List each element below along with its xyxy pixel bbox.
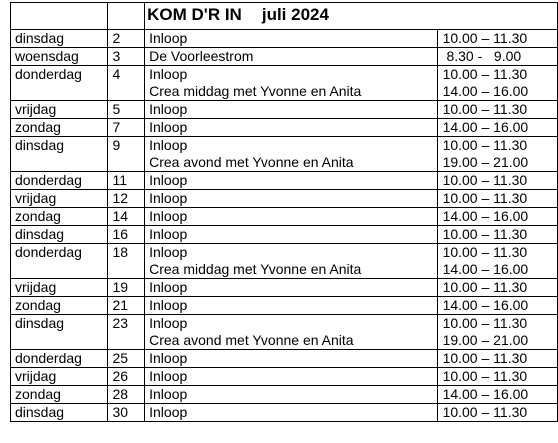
time-cell	[437, 172, 557, 190]
time-cell	[437, 48, 557, 66]
activity-text: Inloop	[149, 119, 188, 135]
schedule-row	[11, 101, 558, 119]
activity-cell	[145, 172, 437, 190]
time-text: 14.00 – 16.00	[442, 119, 529, 135]
activity-text: Inloop	[149, 66, 188, 82]
date-cell: 21	[108, 297, 145, 315]
date-cell: 28	[108, 386, 145, 404]
activity-text: Inloop	[149, 368, 188, 384]
date-cell: 7	[108, 119, 145, 137]
time-text: 14.00 – 16.00	[442, 386, 529, 402]
activity-text: Crea middag met Yvonne en Anita	[149, 261, 362, 277]
schedule-row	[11, 404, 558, 422]
schedule-row	[11, 30, 558, 48]
activity-cell	[145, 404, 437, 422]
schedule-row	[11, 386, 558, 404]
date-cell: 9	[108, 137, 145, 172]
activity-text: Inloop	[149, 404, 188, 420]
activity-cell	[145, 386, 437, 404]
time-text: 10.00 – 11.30	[442, 190, 528, 206]
time-text: 10.00 – 11.30	[442, 101, 528, 117]
time-text: 10.00 – 11.30	[442, 226, 528, 242]
date-cell: 5	[108, 101, 145, 119]
day-cell: zondag	[11, 119, 108, 137]
time-cell	[437, 315, 557, 350]
day-cell: vrijdag	[11, 368, 108, 386]
schedule-row	[11, 350, 558, 368]
activity-cell	[145, 297, 437, 315]
schedule-row	[11, 208, 558, 226]
time-text: 10.00 – 11.30	[442, 172, 528, 188]
activity-cell	[145, 350, 437, 368]
time-text: 10.00 – 11.30	[442, 137, 528, 153]
day-cell: zondag	[11, 386, 108, 404]
day-cell: dinsdag	[11, 137, 108, 172]
date-cell: 25	[108, 350, 145, 368]
time-cell	[437, 404, 557, 422]
date-cell: 16	[108, 226, 145, 244]
schedule-row	[11, 226, 558, 244]
time-text: 10.00 – 11.30	[442, 315, 528, 331]
time-cell	[437, 101, 557, 119]
day-cell: dinsdag	[11, 226, 108, 244]
day-cell: donderdag	[11, 244, 108, 279]
activity-text: Crea avond met Yvonne en Anita	[149, 332, 354, 348]
time-text: 10.00 – 11.30	[442, 279, 528, 295]
activity-text: Inloop	[149, 208, 188, 224]
activity-cell	[145, 208, 437, 226]
title-text: KOM D'R IN	[147, 5, 242, 24]
activity-text: Inloop	[149, 315, 188, 331]
time-cell	[437, 208, 557, 226]
schedule-row	[11, 297, 558, 315]
day-cell: donderdag	[11, 172, 108, 190]
schedule-row	[11, 244, 558, 279]
time-text: 19.00 – 21.00	[442, 332, 529, 348]
schedule-row	[11, 172, 558, 190]
time-cell	[437, 297, 557, 315]
activity-cell	[145, 66, 437, 101]
activity-text: Inloop	[149, 226, 188, 242]
time-cell	[437, 119, 557, 137]
time-text: 14.00 – 16.00	[442, 208, 529, 224]
schedule-title	[145, 3, 558, 30]
time-text: 14.00 – 16.00	[442, 261, 529, 277]
schedule-row	[11, 66, 558, 101]
day-cell: donderdag	[11, 66, 108, 101]
header-empty-date-cell	[108, 3, 145, 30]
time-text: 10.00 – 11.30	[442, 66, 528, 82]
time-cell	[437, 226, 557, 244]
date-cell: 23	[108, 315, 145, 350]
schedule-row	[11, 119, 558, 137]
date-cell: 19	[108, 279, 145, 297]
activity-cell	[145, 190, 437, 208]
activity-cell	[145, 101, 437, 119]
activity-text: Inloop	[149, 172, 188, 188]
time-text: 10.00 – 11.30	[442, 30, 528, 46]
activity-cell	[145, 48, 437, 66]
activity-text: Inloop	[149, 190, 188, 206]
activity-text: Inloop	[149, 244, 188, 260]
date-cell: 12	[108, 190, 145, 208]
activity-cell	[145, 315, 437, 350]
date-cell: 30	[108, 404, 145, 422]
schedule-row	[11, 368, 558, 386]
time-cell	[437, 137, 557, 172]
activity-text: Inloop	[149, 101, 188, 117]
time-cell	[437, 66, 557, 101]
day-cell: vrijdag	[11, 279, 108, 297]
date-cell: 3	[108, 48, 145, 66]
day-cell: vrijdag	[11, 101, 108, 119]
activity-cell	[145, 119, 437, 137]
day-cell: dinsdag	[11, 404, 108, 422]
time-text: 10.00 – 11.30	[442, 350, 528, 366]
activity-text: Crea avond met Yvonne en Anita	[149, 154, 354, 170]
date-cell: 11	[108, 172, 145, 190]
schedule-table	[10, 2, 558, 422]
day-cell: vrijdag	[11, 190, 108, 208]
activity-text: Inloop	[149, 279, 188, 295]
time-text: 14.00 – 16.00	[442, 83, 529, 99]
time-cell	[437, 350, 557, 368]
time-cell	[437, 386, 557, 404]
time-text: 14.00 – 16.00	[442, 297, 529, 313]
date-cell: 2	[108, 30, 145, 48]
header-row	[11, 3, 558, 30]
time-cell	[437, 279, 557, 297]
activity-text: Inloop	[149, 350, 188, 366]
time-cell	[437, 30, 557, 48]
activity-cell	[145, 30, 437, 48]
activity-cell	[145, 244, 437, 279]
date-cell: 26	[108, 368, 145, 386]
activity-cell	[145, 279, 437, 297]
day-cell: zondag	[11, 297, 108, 315]
day-cell: dinsdag	[11, 30, 108, 48]
activity-cell	[145, 137, 437, 172]
date-cell: 18	[108, 244, 145, 279]
title-month: juli 2024	[261, 5, 329, 24]
header-empty-day-cell	[11, 3, 108, 30]
time-cell	[437, 368, 557, 386]
date-cell: 14	[108, 208, 145, 226]
day-cell: woensdag	[11, 48, 108, 66]
activity-cell	[145, 226, 437, 244]
time-text: 10.00 – 11.30	[442, 368, 528, 384]
day-cell: zondag	[11, 208, 108, 226]
day-cell: dinsdag	[11, 315, 108, 350]
time-text: 8.30 - 9.00	[442, 48, 522, 64]
activity-text: Crea middag met Yvonne en Anita	[149, 83, 362, 99]
schedule-row	[11, 315, 558, 350]
activity-cell	[145, 368, 437, 386]
time-text: 10.00 – 11.30	[442, 244, 528, 260]
time-text: 10.00 – 11.30	[442, 404, 528, 420]
time-cell	[437, 244, 557, 279]
activity-text: Inloop	[149, 297, 188, 313]
date-cell: 4	[108, 66, 145, 101]
activity-text: Inloop	[149, 30, 188, 46]
time-text: 19.00 – 21.00	[442, 154, 529, 170]
schedule-row	[11, 137, 558, 172]
day-cell: donderdag	[11, 350, 108, 368]
activity-text: Inloop	[149, 386, 188, 402]
schedule-row	[11, 48, 558, 66]
activity-text: Inloop	[149, 137, 188, 153]
schedule-row	[11, 190, 558, 208]
activity-text: De Voorleestrom	[149, 48, 254, 64]
schedule-row	[11, 279, 558, 297]
time-cell	[437, 190, 557, 208]
